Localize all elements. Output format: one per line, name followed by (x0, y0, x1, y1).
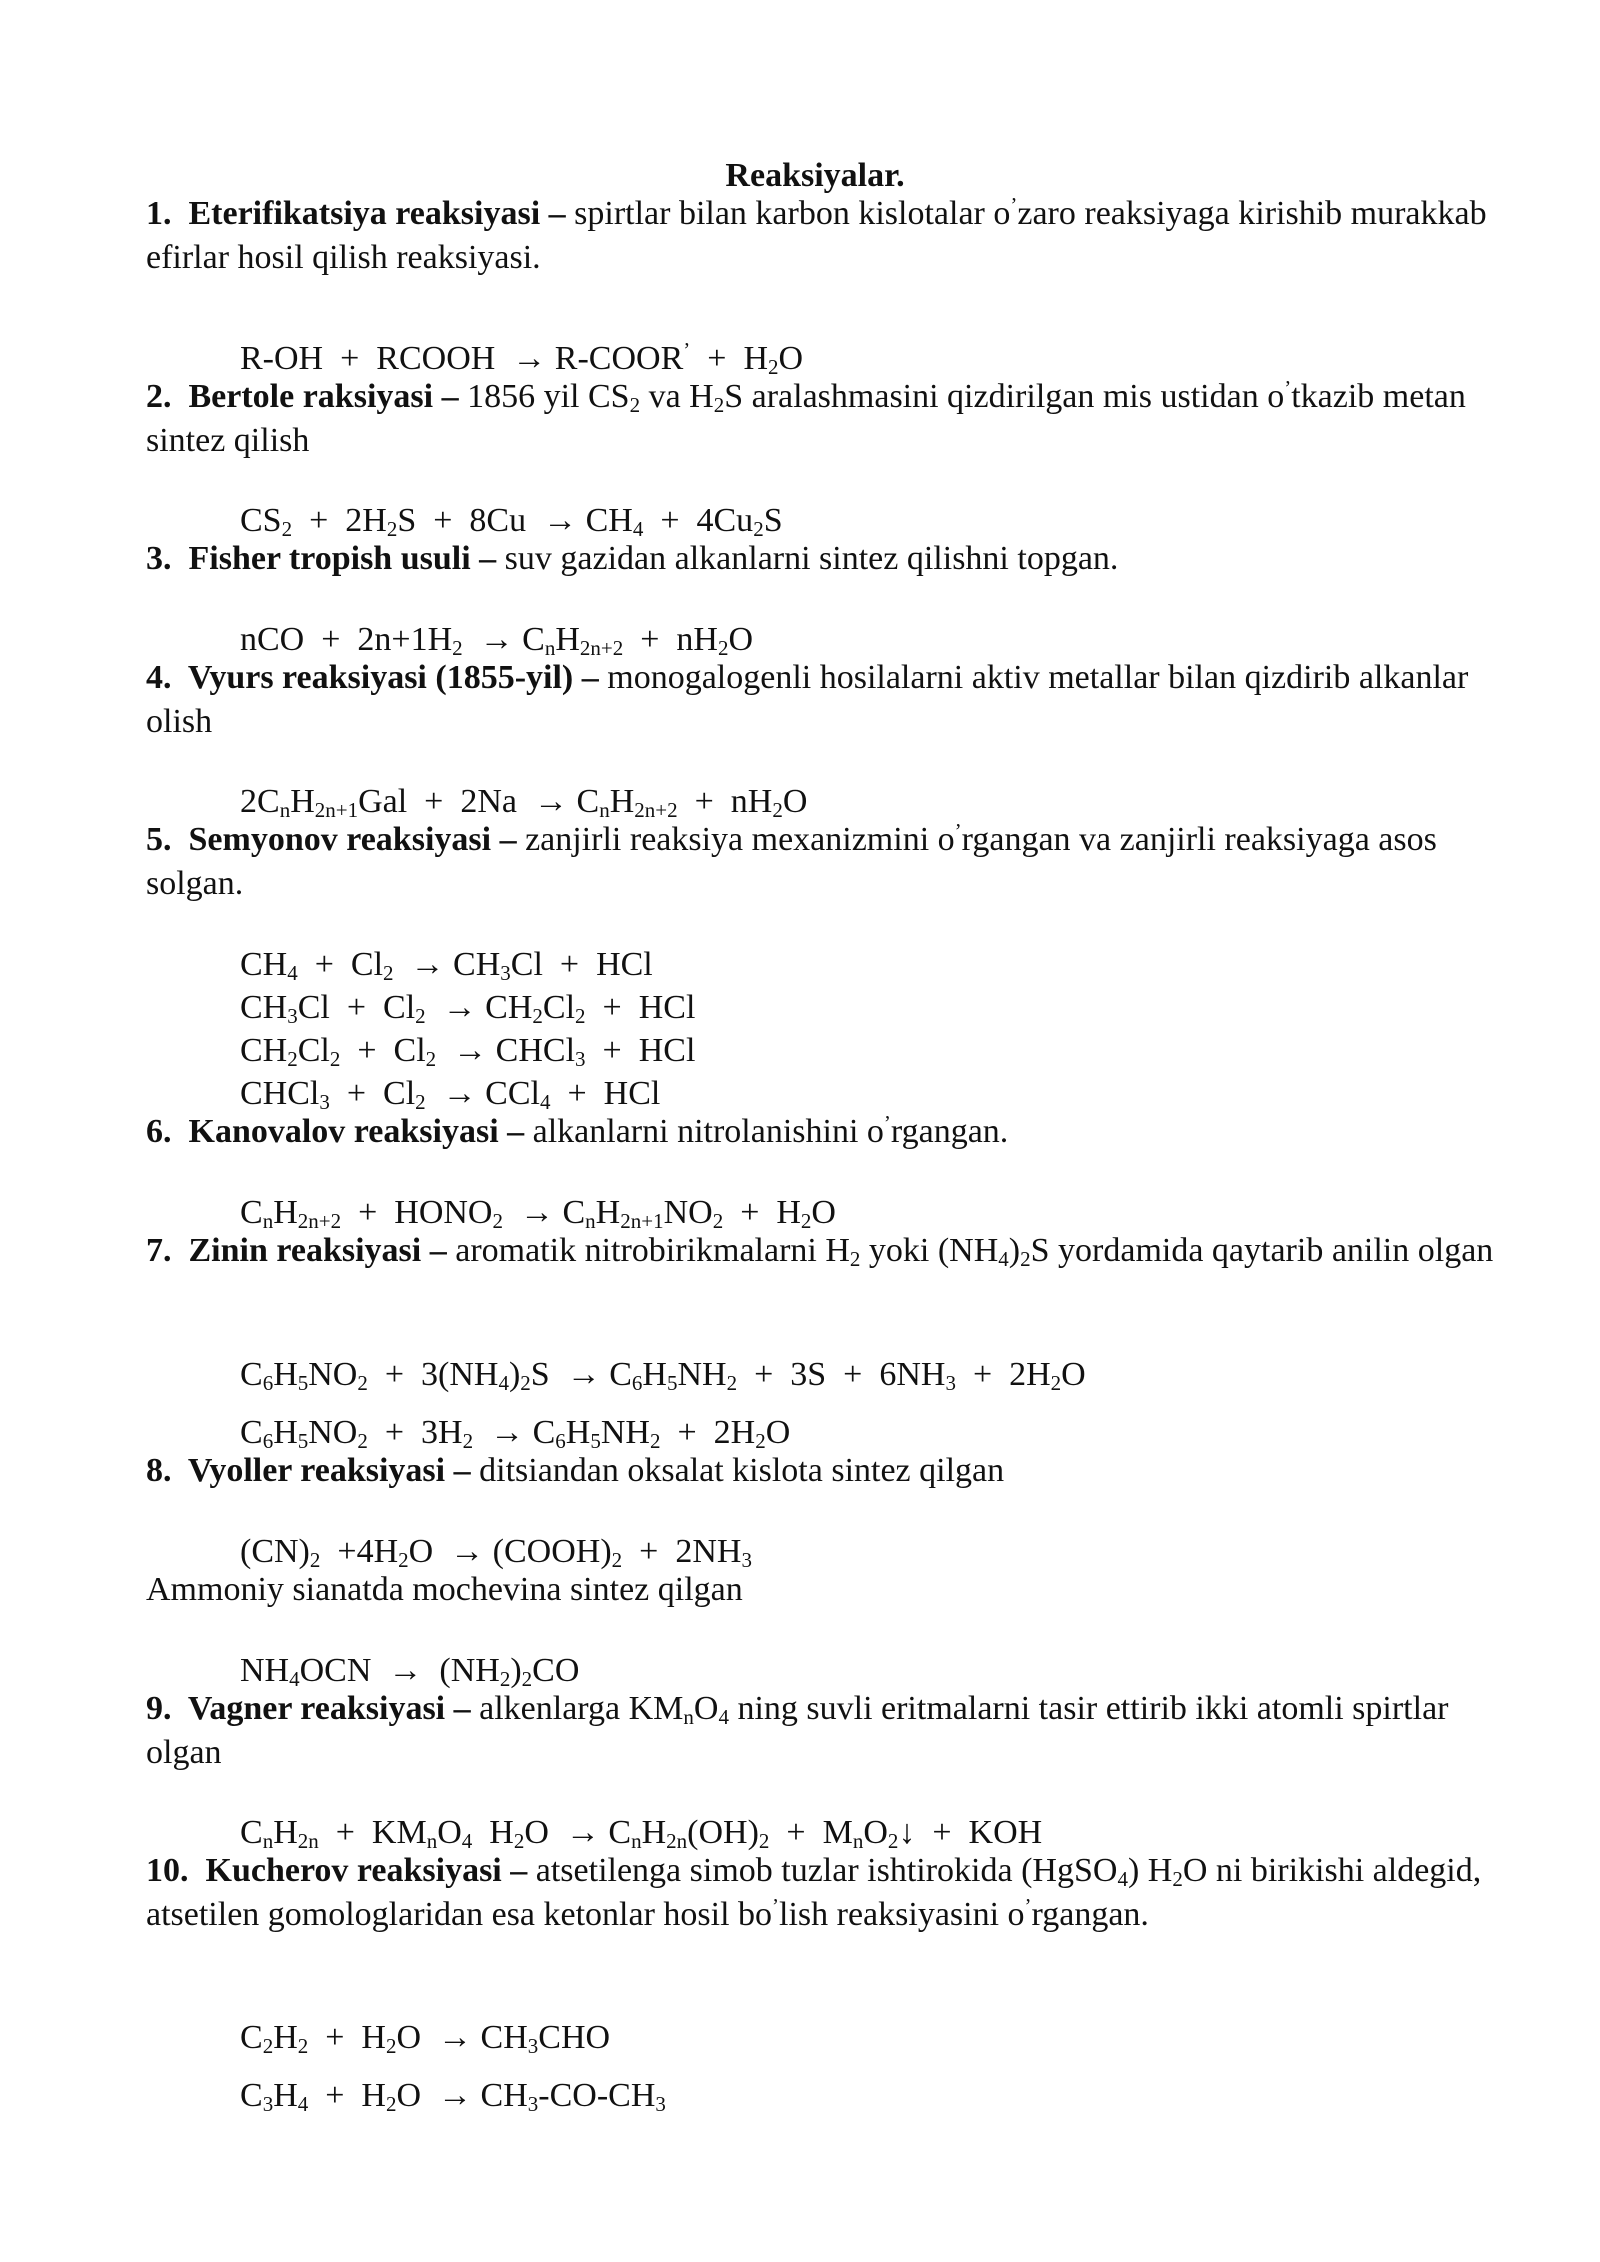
reaction-paragraph (146, 1229, 1496, 1273)
reaction-equation: $CH_3Cl + Cl_2 \to CH_2Cl_2$ + HCl (240, 989, 696, 1028)
reaction-paragraph (146, 1449, 1496, 1493)
reaction-heading: 8. Vyoller reaksiyasi – (146, 1452, 471, 1489)
reaction-equation: $CS_2 + 2H_2S + 8Cu \to CH_4 + 4Cu_2S$ (240, 502, 783, 541)
reaction-heading: 7. Zinin reaksiyasi – (146, 1232, 447, 1269)
reaction-heading: 2. Bertole raksiyasi – (146, 378, 459, 415)
reaction-heading: 10. Kucherov reaksiyasi – (146, 1852, 528, 1889)
reaction-equation: $C_6H_5NO_2 + 3H_2 \to C_6H_5NH_2 + 2H_2O$ (240, 1414, 791, 1453)
reaction-heading: 5. Semyonov reaksiyasi – (146, 821, 517, 858)
reaction-equation: $C_6H_5NO_2 + 3(NH_4)_2S \to C_6H_5NH_2 + 3S + 6NH_3 + 2H_2O$ (240, 1356, 1086, 1395)
reaction-equation: $(CN)_2 +4H_2O$ → $(COOH)_2 + 2NH_3$ (240, 1533, 752, 1572)
reaction-paragraph (146, 818, 1496, 906)
reaction-description: zanjirli reaksiya mexanizmini o’rgangan va zanjirli reaksiyaga asos solgan. (146, 819, 1437, 902)
page-title: Reaksiyalar. (725, 157, 905, 194)
reaction-description: spirtlar bilan karbon kislotalar o’zaro reaksiyaga kirishib murakkab efirlar hosil qilish reaksiyasi. (146, 193, 1487, 276)
reaction-heading: 3. Fisher tropish usuli – (146, 540, 497, 577)
reaction-description: ditsiandan oksalat kislota sintez qilgan (479, 1452, 1005, 1489)
reaction-equation: nCO + $2n+1H_2 \to C_nH_{2n+2} + nH_2O$ (240, 621, 754, 660)
reaction-equation: $CH_2Cl_2 + Cl_2$ → CHCl$_3$ + HCl (240, 1032, 696, 1071)
reaction-description: alkanlarni nitrolanishini o’rgangan. (532, 1111, 1009, 1150)
reaction-paragraph (146, 1110, 1496, 1154)
reaction-equation: $2C_nH_{2n+1}Gal + 2Na \to C_nH_{2n+2} + nH_2O$ (240, 783, 808, 822)
reaction-paragraph (146, 1849, 1496, 1937)
reaction-description: monogalogenli hosilalarni aktiv metallar bilan qizdirib alkanlar olish (146, 659, 1469, 740)
reaction-paragraph (146, 192, 1496, 280)
reaction-description: suv gazidan alkanlarni sintez qilishni topgan. (504, 540, 1119, 577)
reaction-equation: $C_nH_{2n+2}$ + $HONO_2 \to C_nH_{2n+1}NO_2 + H_2O$ (240, 1194, 836, 1233)
reaction-heading: 6. Kanovalov reaksiyasi – (146, 1113, 525, 1150)
reaction-equation: R-OH + RCOOH → R-COOR’ + $H_2O$ (240, 338, 804, 379)
reaction-paragraph (146, 537, 1496, 581)
reaction-equation: $C_2H_2 + H_2O \to CH_3CHO$ (240, 2019, 611, 2058)
reaction-heading: 9. Vagner reaksiyasi – (146, 1690, 471, 1727)
reaction-description: 1856 yil $CS_2$ va $H_2S$ aralashmasini qizdirilgan mis ustidan o’tkazib metan sintez qilish (146, 376, 1466, 459)
reaction-heading: 1. Eterifikatsiya reaksiyasi – (146, 195, 566, 232)
reaction-equation: $C_3H_4 + H_2O \to CH_3-CO-CH_3$ (240, 2077, 666, 2116)
extra-description: Ammoniy sianatda mochevina sintez qilgan (146, 1571, 743, 1608)
reaction-description: alkenlarga $KM_nO_4$ ning suvli eritmalarni tasir ettirib ikki atomli spirtlar olgan (146, 1690, 1449, 1771)
reaction-heading: 4. Vyurs reaksiyasi (1855-yil) – (146, 659, 599, 696)
reaction-paragraph (146, 1687, 1496, 1775)
reaction-equation: $C_nH_{2n} + KM_nO_4$ $H_2O \to C_nH_{2n}(OH)_2$ + $M_nO_2↓$ + KOH (240, 1814, 1043, 1853)
reaction-description: aromatik nitrobirikmalarni $H_2$ yoki $(NH_4)_2S$ yordamida qaytarib anilin olgan (455, 1232, 1494, 1271)
reaction-paragraph (146, 656, 1496, 744)
reaction-equation: $NH_4OCN \to (NH_2)_2CO$ (240, 1652, 580, 1691)
reaction-equation: $CH_4 + Cl_2 \to CH_3Cl$ + HCl (240, 946, 653, 985)
reaction-paragraph (146, 375, 1496, 463)
reaction-equation: CHCl$_3$ + $Cl_2 \to CCl_4$ + HCl (240, 1075, 661, 1114)
reaction-description: atsetilenga simob tuzlar ishtirokida (HgSO$_4$) $H_2O$ ni birikishi aldegid, atsetilen gomologlaridan esa ketonlar hosil bo’lish reaksiyasini o’rgangan. (146, 1852, 1482, 1933)
